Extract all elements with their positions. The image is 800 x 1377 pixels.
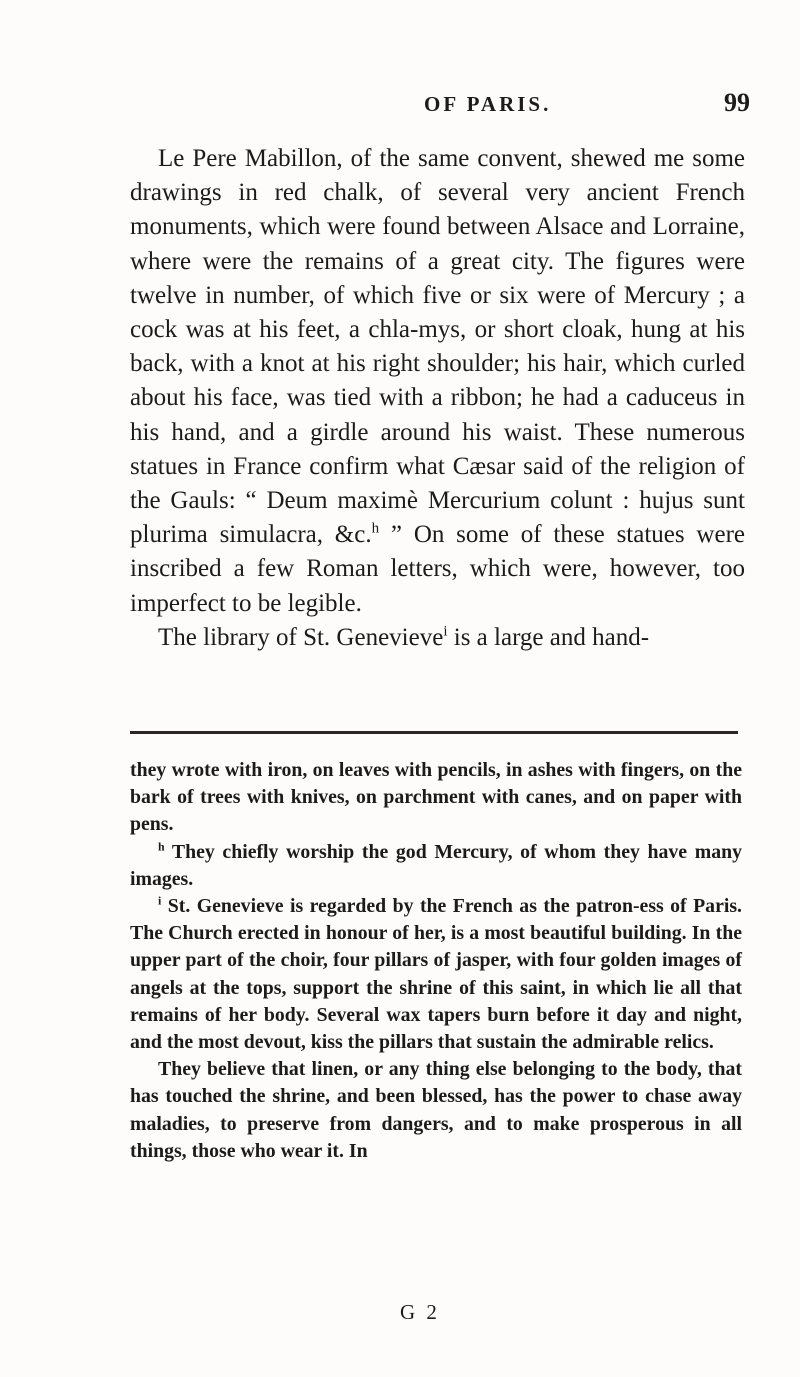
footnote-ref-h: h bbox=[371, 520, 380, 537]
footnote-mark-h: h bbox=[158, 839, 165, 854]
main-text-part-2: ” On some of these statues were inscribed a few Roman letters, which were, however, too imperfect to be legible. bbox=[130, 521, 746, 617]
main-text-part-1: Le Pere Mabillon, of the same convent, shewed me some drawings in red chalk, of several very ancient French monuments, which were found between Alsace and Lorraine, where were the remains of a great city. The figures were twelve in number, of which five or six were of Mercury ; a cock was at his feet, a chla-mys, or short cloak, hung at his back, with a knot at his right shoulder; his hair, which curled about his face, was tied with a ribbon; he had a caduceus in his hand, and a girdle around his waist. These numerous statues in France confirm what Cæsar said of the religion of the Gauls: “ Deum maximè Mercurium colunt : hujus sunt plurima simulacra, &c. bbox=[130, 145, 745, 549]
footnote-h-text: They chiefly worship the god Mercury, of whom they have many images. bbox=[130, 840, 742, 890]
page-number: 99 bbox=[724, 88, 750, 117]
footnotes bbox=[130, 757, 742, 1165]
footnote-i-continued: They believe that linen, or any thing else belonging to the body, that has touched the shrine, and been blessed, has the power to chase away maladies, to preserve from dangers, and to make prosperous in all things, those who wear it. In bbox=[130, 1058, 742, 1162]
main-text bbox=[130, 142, 745, 655]
footnote-mark-i: i bbox=[158, 893, 162, 908]
running-head bbox=[120, 88, 760, 132]
footnote-ref-i: i bbox=[443, 623, 448, 640]
running-title: OF PARIS. bbox=[424, 92, 552, 116]
main-paragraph-library bbox=[130, 621, 745, 655]
footnote-h bbox=[130, 839, 742, 893]
footnote-continuation: they wrote with iron, on leaves with pencils, in ashes with fingers, on the bark of trees with knives, on parchment with canes, and on paper with pens. bbox=[130, 759, 742, 836]
footnote-i-text: St. Genevieve is regarded by the French as the patron-ess of Paris. The Church erected in honour of her, is a most beautiful building. In the upper part of the choir, four pillars of jasper, with four golden images of angels at the tops, support the shrine of this saint, in which lie all that remains of her body. Several wax tapers burn before it day and night, and the most devout, kiss the pillars that sustain the admirable relics. bbox=[130, 895, 742, 1054]
main-text-part-4: is a large and hand- bbox=[447, 623, 650, 651]
main-text-part-3: The library of St. Genevieve bbox=[158, 623, 444, 651]
main-paragraph-mabillon bbox=[130, 142, 745, 621]
signature-mark: G 2 bbox=[400, 1300, 440, 1324]
footnote-i bbox=[130, 893, 742, 1056]
footnote-divider bbox=[130, 731, 738, 734]
